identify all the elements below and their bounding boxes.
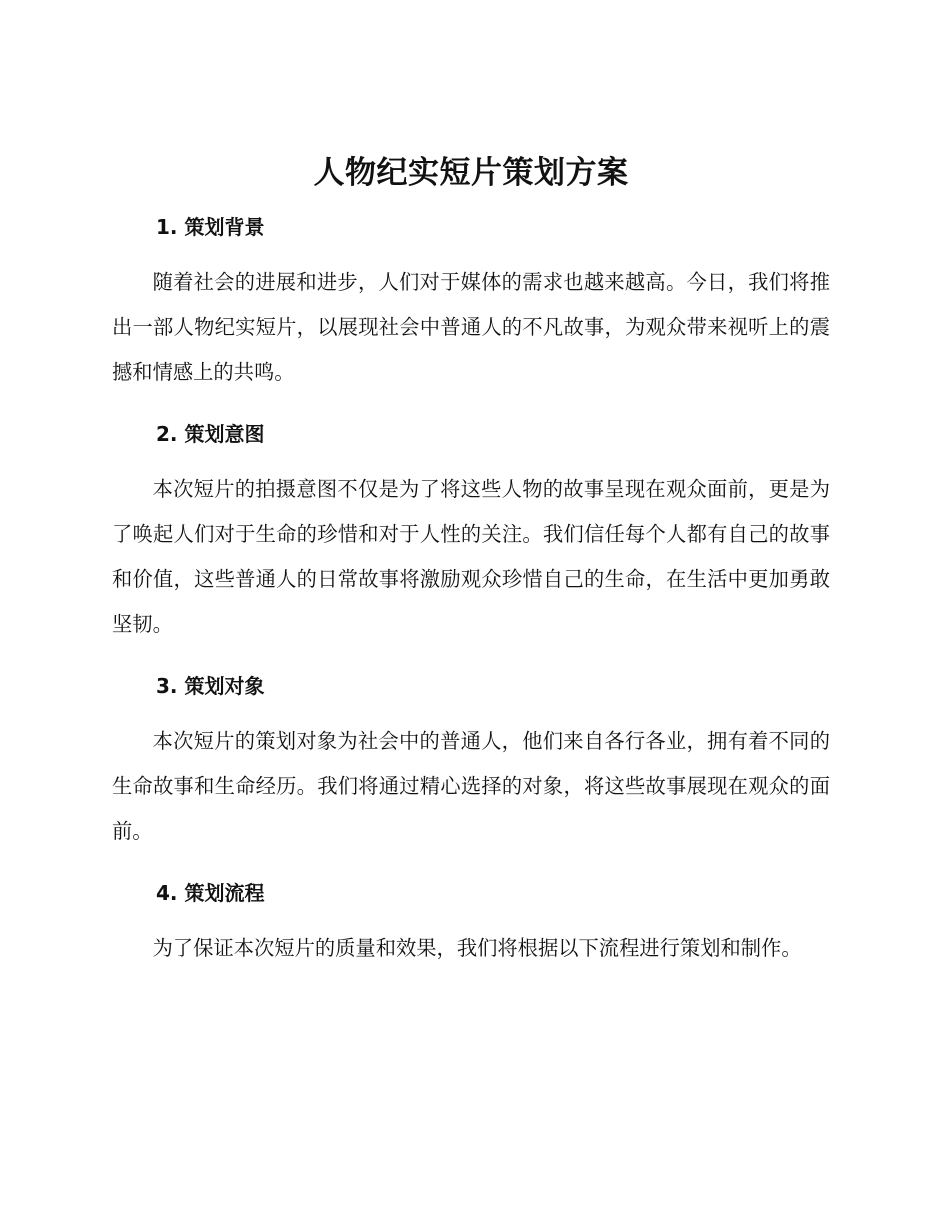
section-paragraph: 本次短片的拍摄意图不仅是为了将这些人物的故事呈现在观众面前，更是为了唤起人们对于生命的珍惜和对于人性的关注。我们信任每个人都有自己的故事和价值，这些普通人的日常故事将激励观众珍惜自己的生命，在生活中更加勇敢坚韧。 (112, 477, 830, 636)
section-process (112, 878, 830, 971)
section-heading: 2. 策划意图 (156, 422, 265, 446)
section-paragraph: 随着社会的进展和进步，人们对于媒体的需求也越来越高。今日，我们将推出一部人物纪实短片，以展现社会中普通人的不凡故事，为观众带来视听上的震撼和情感上的共鸣。 (112, 270, 830, 384)
section-heading: 1. 策划背景 (156, 215, 265, 239)
section-heading: 4. 策划流程 (156, 881, 265, 905)
document-title: 人物纪实短片策划方案 (313, 155, 629, 191)
section-paragraph: 本次短片的策划对象为社会中的普通人，他们来自各行各业，拥有着不同的生命故事和生命经历。我们将通过精心选择的对象，将这些故事展现在观众的面前。 (112, 729, 830, 843)
section-subjects (112, 671, 830, 854)
section-heading: 3. 策划对象 (156, 674, 265, 698)
section-background (112, 212, 830, 395)
section-intent (112, 419, 830, 647)
section-paragraph: 为了保证本次短片的质量和效果，我们将根据以下流程进行策划和制作。 (152, 936, 802, 960)
